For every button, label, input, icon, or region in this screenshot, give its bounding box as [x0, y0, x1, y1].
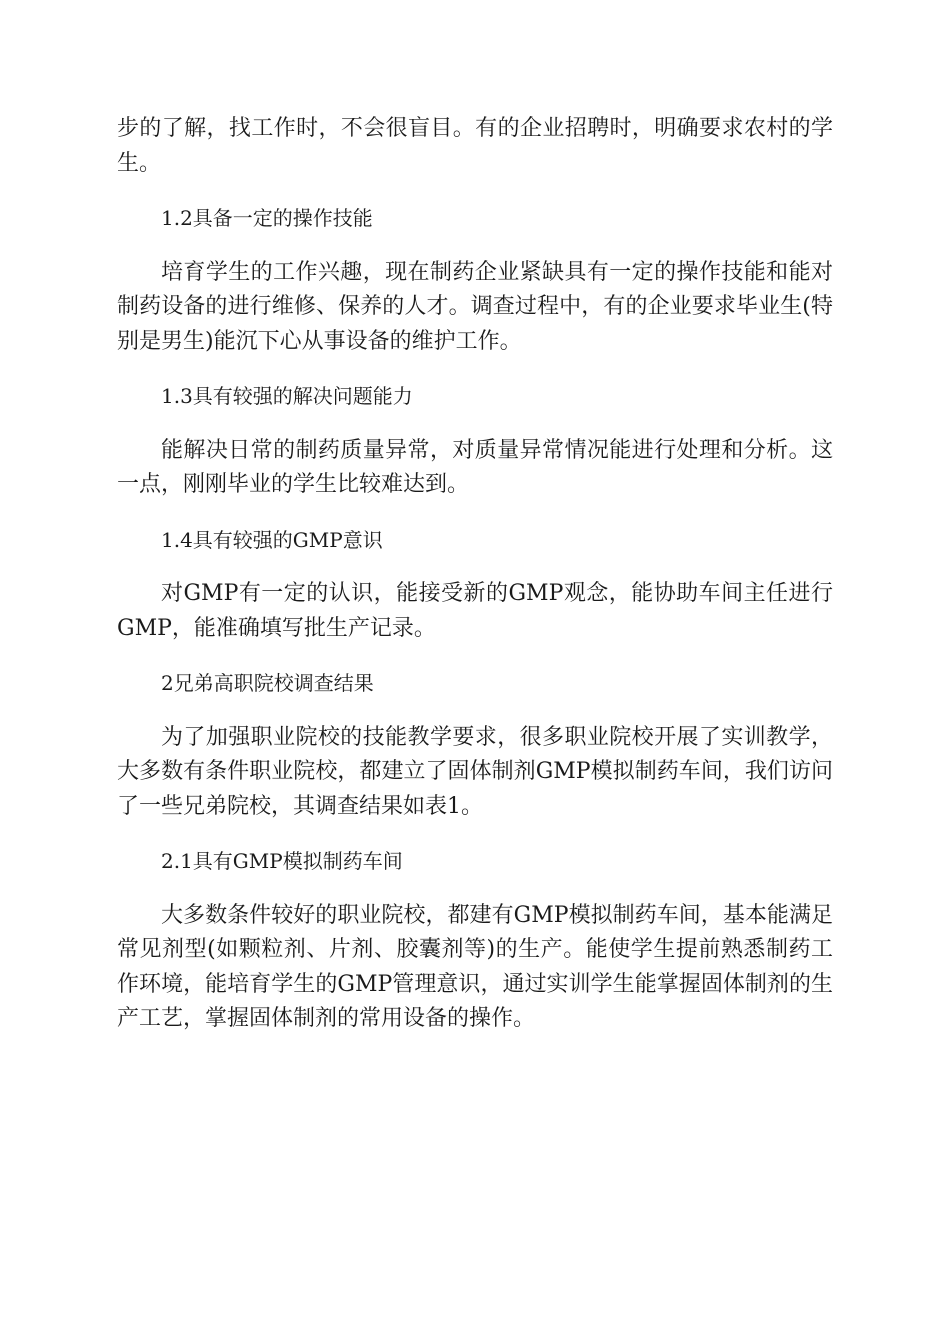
- section-heading-1-3: 1.3具有较强的解决问题能力: [161, 384, 413, 408]
- paragraph-problem-solving: 能解决日常的制药质量异常，对质量异常情况能进行处理和分析。这一点，刚刚毕业的学生比较难达到。: [117, 437, 833, 497]
- section-heading-1-2: 1.2具备一定的操作技能: [161, 206, 373, 230]
- section-heading-1-4: 1.4具有较强的GMP意识: [161, 527, 383, 552]
- section-heading-2-1: 2.1具有GMP模拟制药车间: [161, 849, 403, 873]
- paragraph-gmp-workshop: 大多数条件较好的职业院校，都建有GMP模拟制药车间，基本能满足常见剂型(如颗粒剂、片剂、胶囊剂等)的生产。能使学生提前熟悉制药工作环境，能培育学生的GMP管理意识，通过实训学生能掌握固体制剂的生产工艺，掌握固体制剂的常用设备的操作。: [117, 902, 833, 1031]
- paragraph-gmp-awareness: 对GMP有一定的认识，能接受新的GMP观念，能协助车间主任进行GMP，能准确填写批生产记录。: [117, 581, 833, 641]
- section-heading-2: 2兄弟高职院校调查结果: [161, 671, 374, 695]
- paragraph-operation-skills: 培育学生的工作兴趣，现在制药企业紧缺具有一定的操作技能和能对制药设备的进行维修、保养的人才。调查过程中，有的企业要求毕业生(特别是男生)能沉下心从事设备的维护工作。: [117, 259, 833, 354]
- paragraph-survey-results: 为了加强职业院校的技能教学要求，很多职业院校开展了实训教学，大多数有条件职业院校，都建立了固体制剂GMP模拟制药车间，我们访问了一些兄弟院校，其调查结果如表1。: [117, 724, 833, 819]
- paragraph-continuation: 步的了解，找工作时，不会很盲目。有的企业招聘时，明确要求农村的学生。: [117, 116, 833, 176]
- document-page: [117, 112, 833, 1037]
